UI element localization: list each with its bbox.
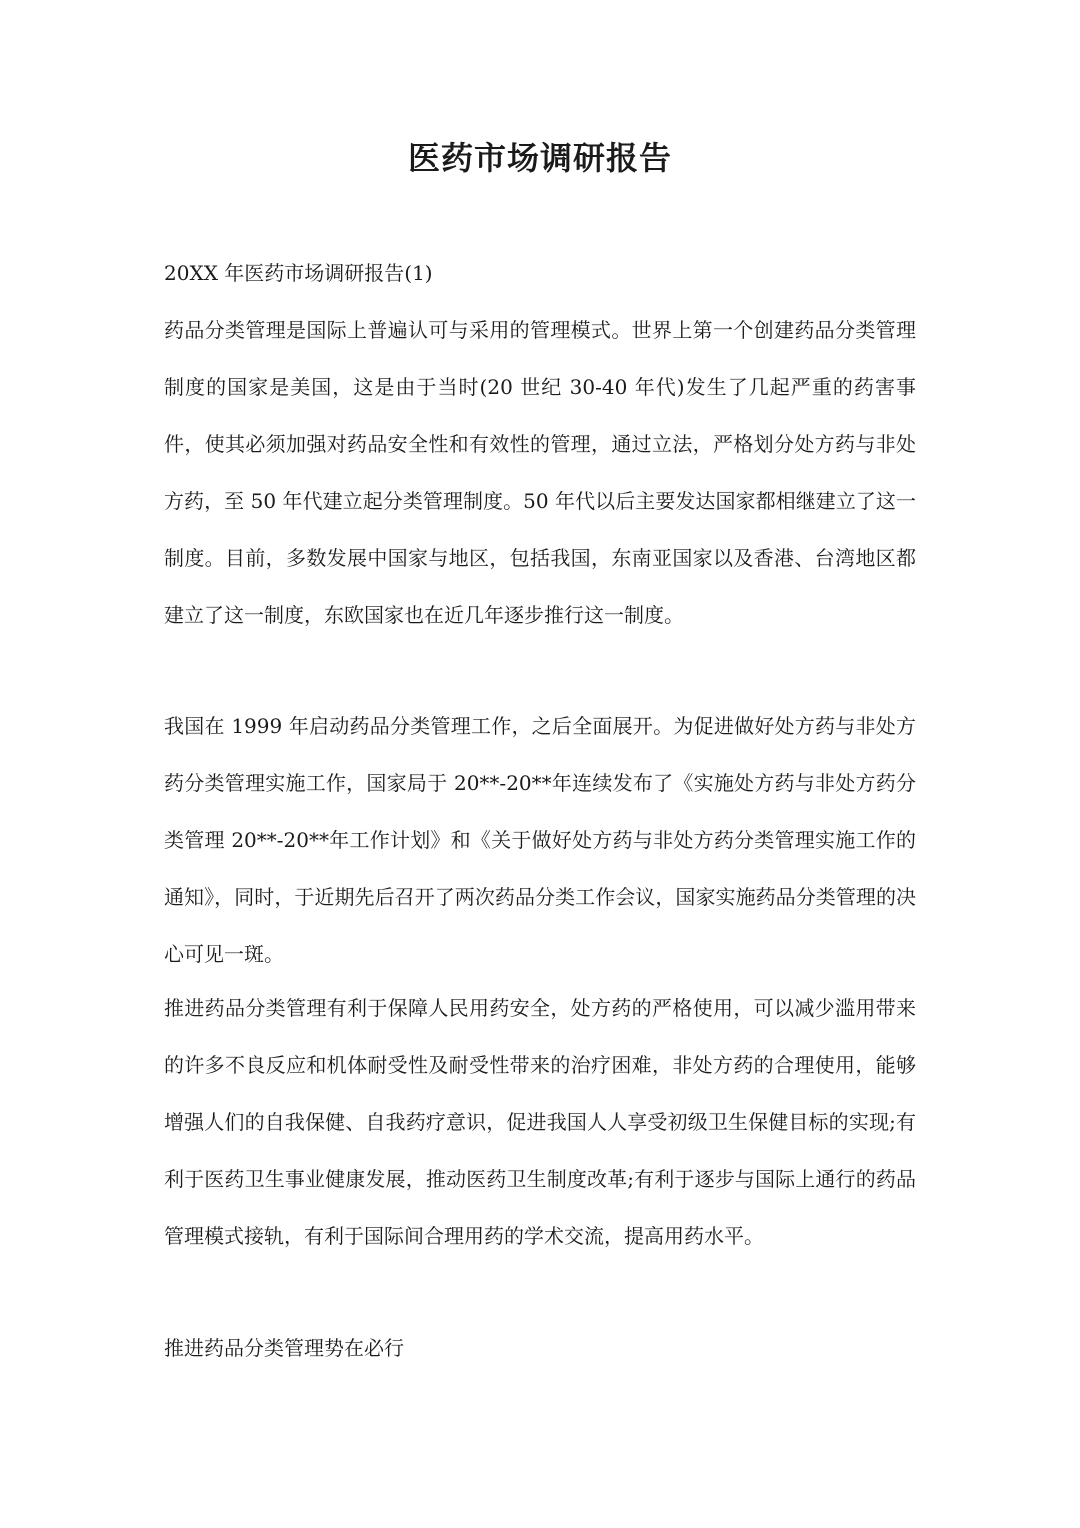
paragraph-1 <box>164 302 916 644</box>
paragraph-text: 推进药品分类管理有利于保障人民用药安全，处方药的严格使用，可以减少滥用带来的许多不良反应和机体耐受性及耐受性带来的治疗困难，非处方药的合理使用，能够增强人们的自我保健、自我药疗意识，促进我国人人享受初级卫生保健目标的实现;有利于医药卫生事业健康发展，推动医药卫生制度改革;有利于逐步与国际上通行的药品管理模式接轨，有利于国际间合理用药的学术交流，提高用药水平。 <box>164 996 916 1248</box>
paragraph-4 <box>164 1320 916 1377</box>
paragraph-text: 我国在 1999 年启动药品分类管理工作，之后全面展开。为促进做好处方药与非处方药分类管理实施工作，国家局于 20**-20**年连续发布了《实施处方药与非处方药分类管理 20**-20**年工作计划》和《关于做好处方药与非处方药分类管理实施工作的通知》，同时，于近期先后召开了两次药品分类工作会议，国家实施药品分类管理的决心可见一斑。 <box>164 714 916 966</box>
paragraph-text: 推进药品分类管理势在必行 <box>164 1336 404 1360</box>
subtitle-text: 20XX 年医药市场调研报告(1) <box>164 261 433 285</box>
paragraph-text: 药品分类管理是国际上普遍认可与采用的管理模式。世界上第一个创建药品分类管理制度的国家是美国，这是由于当时(20 世纪 30-40 年代)发生了几起严重的药害事件，使其必须加强对药品安全性和有效性的管理，通过立法，严格划分处方药与非处方药，至 50 年代建立起分类管理制度。50 年代以后主要发达国家都相继建立了这一制度。目前，多数发展中国家与地区，包括我国，东南亚国家以及香港、台湾地区都建立了这一制度，东欧国家也在近几年逐步推行这一制度。 <box>164 318 916 627</box>
document-title: 医药市场调研报告 <box>407 139 672 177</box>
document-subtitle <box>164 245 916 302</box>
paragraph-3 <box>164 980 916 1265</box>
paragraph-2 <box>164 698 916 983</box>
